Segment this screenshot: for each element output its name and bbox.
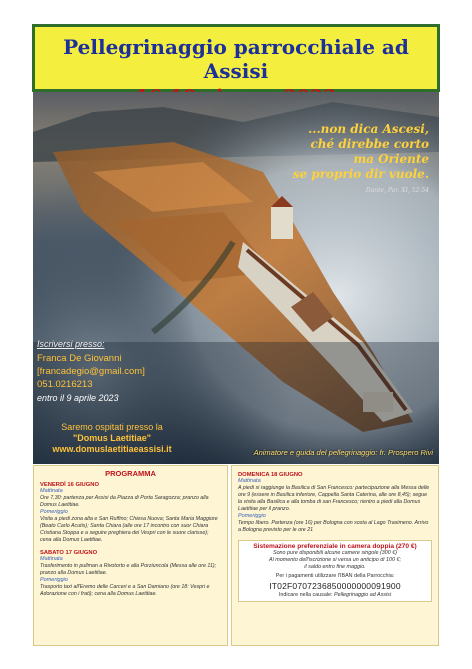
iban-intro: Per i pagamenti utilizzare l'IBAN della Parrocchia: (275, 573, 395, 579)
day-heading: VENERDÌ 16 GIUGNO (40, 482, 99, 488)
signup-deadline: entro il 9 aprile 2023 (37, 393, 119, 403)
day-heading: DOMENICA 18 GIUGNO (238, 472, 303, 478)
page-title: Pellegrinaggio parrocchiale ad Assisi (63, 35, 409, 83)
guest-house-name: "Domus Laetitiae" (72, 433, 152, 443)
signup-info (37, 338, 145, 404)
assisi-aerial-photo (33, 92, 439, 464)
slot-label: Mattinata (40, 556, 63, 562)
slot-text: A piedi si raggiunge la Basilica di San Francesco: partecipazione alla Messa delle ore 9 (essere in Basilica inferiore, Cappella Santa Caterina, alle ore 8,45); segue la visita alla Basilica e alla tomba di san Francesco; rientro a piedi alla Domus Laetitiae per il pranzo. (238, 485, 430, 512)
slot-label: Mattinata (238, 478, 261, 484)
contact-email[interactable]: [francadegio@gmail.com] (37, 366, 145, 377)
contact-name: Franca De Giovanni (37, 353, 122, 364)
pricing-line: il saldo entro fine maggio. (304, 564, 366, 570)
iban-code: IT02F0707236850000000091900 (269, 581, 401, 591)
dante-quote (239, 122, 429, 198)
guest-house-website[interactable]: www.domuslaetitiaeassisi.it (52, 444, 172, 454)
quote-line: ma Oriente (353, 152, 429, 166)
program-title: PROGRAMMA (105, 469, 156, 478)
pricing-line: Al momento dell'iscrizione si versa un anticipo di 100 €; (269, 557, 401, 563)
guest-line: Saremo ospitati presso la (61, 422, 163, 432)
quote-line: se proprio dir vuole. (292, 167, 429, 181)
quote-source: Dante, Par. XI, 52-54 (365, 187, 429, 194)
title-banner (32, 24, 440, 92)
quote-line: ché direbbe corto (310, 137, 429, 151)
slot-label: Pomeriggio (40, 509, 68, 515)
day-heading: SABATO 17 GIUGNO (40, 550, 98, 556)
program-left-panel (33, 465, 228, 646)
payment-reason-label: Indicare nella causale: (278, 592, 333, 598)
slot-text: Tempo libero. Partenza (ore 16) per Bologna con sosta al Lago Trasimeno. Arrivo a Bologna previsto per le ore 21 (238, 520, 429, 533)
accommodation-info (37, 422, 187, 455)
slot-label: Pomeriggio (238, 513, 266, 519)
slot-text: Trasporto taxi all'Eremo delle Carceri e a San Damiano (ore 18: Vespri e Adorazione con i frati); cena alla Domus Laetitiae. (40, 584, 210, 597)
signup-label: Iscriversi presso: (37, 339, 105, 349)
slot-text: Ore 7,30: partenza per Assisi da Piazza di Porta Saragozza; pranzo alla Domus Laetitiae. (40, 495, 209, 508)
guide-credit: Animatore e guida del pellegrinaggio: fr. Prospero Rivi (253, 448, 433, 457)
slot-text: Trasferimento in pullman a Rivotorto e alla Porziuncola (Messa alle ore 11); pranzo alla Domus Laetitiae. (40, 563, 217, 576)
slot-label: Mattinata (40, 488, 63, 494)
payment-reason (241, 592, 429, 598)
slot-text: Visita a piedi zona alta e San Ruffino; Chiesa Nuova; Santa Maria Maggiore (Beato Carlo Acutis); Santa Chiara (alle ore 17 incontro con suor Chiara Cristiana Stoppa e a seguire preghiera dei Vespri con le suore clarisse); cena alla Domus Laetitiae. (40, 516, 218, 543)
slot-label: Pomeriggio (40, 577, 68, 583)
contact-phone[interactable]: 051.0216213 (37, 379, 93, 390)
program-right-panel (231, 465, 439, 646)
payment-reason-text: Pellegrinaggio ad Assisi (334, 592, 392, 598)
pricing-title: Sistemazione preferenziale in camera doppia (270 €) (253, 543, 417, 550)
pricing-line: Sono pure disponibili alcune camere singole (300 €) (272, 550, 398, 556)
quote-line: ...non dica Ascesi, (308, 122, 429, 136)
pricing-box (238, 540, 432, 602)
